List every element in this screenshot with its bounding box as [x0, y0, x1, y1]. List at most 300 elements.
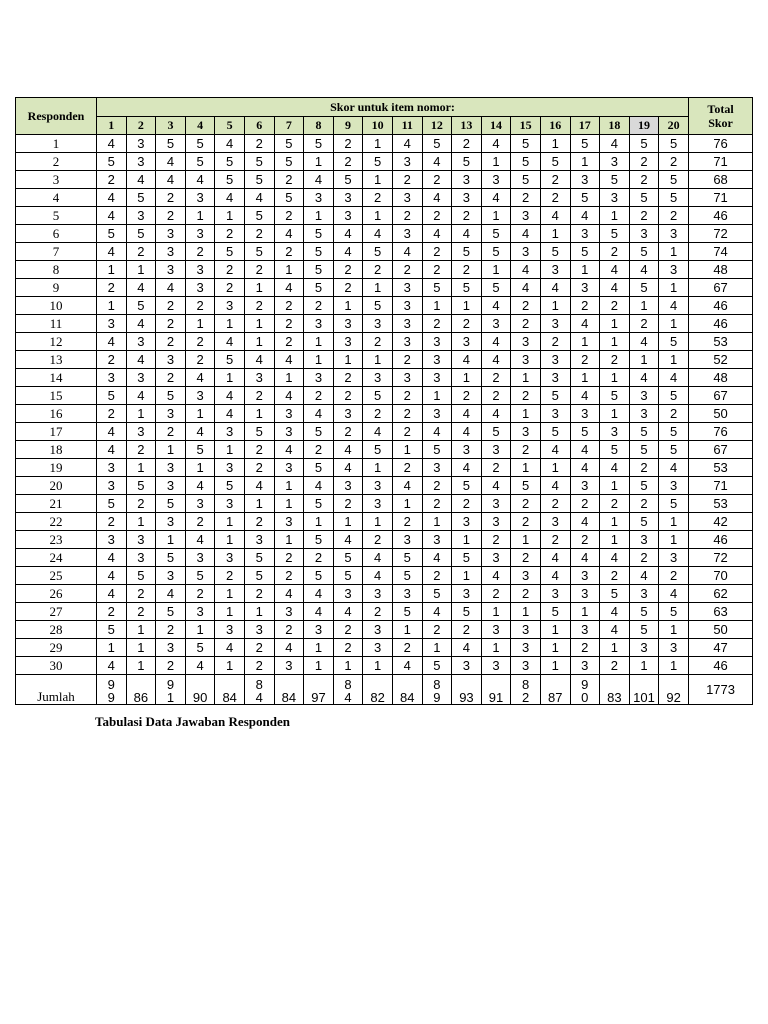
score-cell: 1 — [215, 657, 245, 675]
total-score-cell: 46 — [689, 315, 753, 333]
respondent-number: 11 — [16, 315, 97, 333]
score-cell: 5 — [659, 387, 689, 405]
score-cell: 2 — [422, 261, 452, 279]
score-cell: 2 — [570, 351, 600, 369]
respondent-number: 1 — [16, 135, 97, 153]
score-cell: 2 — [540, 531, 570, 549]
score-cell: 5 — [511, 135, 541, 153]
score-cell: 1 — [659, 243, 689, 261]
score-cell: 3 — [452, 657, 482, 675]
score-cell: 3 — [422, 333, 452, 351]
total-score-cell: 76 — [689, 135, 753, 153]
score-cell: 3 — [540, 351, 570, 369]
score-cell: 3 — [156, 225, 186, 243]
score-cell: 4 — [629, 333, 659, 351]
total-score-cell: 46 — [689, 207, 753, 225]
score-cell: 4 — [215, 405, 245, 423]
score-cell: 2 — [481, 531, 511, 549]
score-cell: 4 — [659, 585, 689, 603]
score-cell: 3 — [363, 315, 393, 333]
score-cell: 3 — [126, 531, 156, 549]
score-cell: 2 — [97, 603, 127, 621]
score-cell: 1 — [97, 297, 127, 315]
score-cell: 1 — [392, 441, 422, 459]
score-cell: 3 — [540, 513, 570, 531]
score-cell: 5 — [452, 549, 482, 567]
score-table — [15, 97, 753, 705]
score-cell: 1 — [333, 657, 363, 675]
score-cell: 2 — [126, 585, 156, 603]
score-cell: 4 — [629, 261, 659, 279]
score-cell: 5 — [185, 441, 215, 459]
score-cell: 2 — [511, 513, 541, 531]
score-cell: 4 — [629, 567, 659, 585]
total-score-cell: 50 — [689, 621, 753, 639]
score-cell: 5 — [481, 243, 511, 261]
score-cell: 2 — [304, 549, 334, 567]
score-cell: 5 — [570, 243, 600, 261]
score-cell: 3 — [511, 351, 541, 369]
score-cell: 3 — [422, 531, 452, 549]
score-cell: 2 — [244, 135, 274, 153]
score-cell: 5 — [600, 441, 630, 459]
score-cell: 4 — [185, 423, 215, 441]
score-cell: 2 — [185, 513, 215, 531]
score-cell: 1 — [215, 531, 245, 549]
item-sum-cell — [659, 675, 689, 705]
score-cell: 4 — [215, 387, 245, 405]
score-cell: 2 — [333, 387, 363, 405]
score-cell: 2 — [274, 549, 304, 567]
score-cell: 4 — [185, 531, 215, 549]
score-cell: 1 — [126, 621, 156, 639]
score-cell: 4 — [244, 477, 274, 495]
score-cell: 5 — [363, 153, 393, 171]
score-cell: 2 — [422, 495, 452, 513]
score-cell: 1 — [422, 639, 452, 657]
score-cell: 2 — [363, 603, 393, 621]
score-cell: 3 — [511, 423, 541, 441]
score-cell: 1 — [244, 495, 274, 513]
score-cell: 3 — [392, 333, 422, 351]
score-cell: 4 — [422, 225, 452, 243]
score-cell: 2 — [244, 585, 274, 603]
score-cell: 4 — [363, 423, 393, 441]
score-cell: 3 — [274, 423, 304, 441]
score-cell: 1 — [629, 657, 659, 675]
score-cell: 2 — [274, 243, 304, 261]
score-cell: 5 — [244, 549, 274, 567]
score-cell: 3 — [156, 351, 186, 369]
item-sum-part: 9 — [581, 677, 589, 692]
score-cell: 1 — [570, 261, 600, 279]
score-cell: 3 — [244, 621, 274, 639]
items-group-header: Skor untuk item nomor: — [97, 98, 689, 117]
score-cell: 4 — [392, 135, 422, 153]
score-cell: 3 — [126, 333, 156, 351]
score-cell: 2 — [392, 405, 422, 423]
score-cell: 3 — [392, 189, 422, 207]
score-cell: 3 — [363, 621, 393, 639]
score-cell: 5 — [304, 135, 334, 153]
score-cell: 5 — [392, 567, 422, 585]
score-cell: 5 — [659, 189, 689, 207]
score-cell: 3 — [392, 369, 422, 387]
score-cell: 5 — [215, 351, 245, 369]
score-cell: 5 — [97, 153, 127, 171]
score-cell: 1 — [363, 171, 393, 189]
score-cell: 3 — [511, 657, 541, 675]
score-cell: 4 — [659, 459, 689, 477]
score-cell: 2 — [540, 333, 570, 351]
score-cell: 4 — [185, 369, 215, 387]
score-cell: 1 — [304, 333, 334, 351]
score-cell: 2 — [185, 351, 215, 369]
item-sum-part: 9 — [107, 690, 115, 705]
score-cell: 3 — [511, 639, 541, 657]
score-cell: 5 — [156, 387, 186, 405]
respondent-number: 21 — [16, 495, 97, 513]
score-cell: 3 — [481, 513, 511, 531]
score-cell: 3 — [481, 315, 511, 333]
score-cell: 5 — [629, 441, 659, 459]
score-cell: 1 — [659, 513, 689, 531]
total-score-cell: 53 — [689, 495, 753, 513]
score-cell: 2 — [244, 387, 274, 405]
score-cell: 3 — [659, 549, 689, 567]
score-cell: 5 — [600, 585, 630, 603]
score-cell: 3 — [422, 405, 452, 423]
score-cell: 4 — [570, 459, 600, 477]
score-cell: 4 — [570, 207, 600, 225]
score-cell: 2 — [363, 531, 393, 549]
score-cell: 2 — [540, 495, 570, 513]
score-cell: 3 — [333, 477, 363, 495]
score-cell: 2 — [185, 297, 215, 315]
score-cell: 2 — [244, 225, 274, 243]
score-cell: 3 — [540, 261, 570, 279]
score-cell: 3 — [244, 369, 274, 387]
score-cell: 1 — [570, 333, 600, 351]
score-cell: 1 — [659, 315, 689, 333]
score-cell: 4 — [659, 369, 689, 387]
item-sum-cell — [570, 675, 600, 705]
item-number-header: 13 — [452, 117, 482, 135]
item-sum-cell — [481, 675, 511, 705]
item-sum-cell — [244, 675, 274, 705]
score-cell: 5 — [629, 423, 659, 441]
item-sum-part: 84 — [281, 690, 297, 705]
score-cell: 4 — [156, 153, 186, 171]
item-number-header: 18 — [600, 117, 630, 135]
item-sum-cell — [274, 675, 304, 705]
score-cell: 5 — [629, 477, 659, 495]
score-cell: 4 — [97, 567, 127, 585]
score-cell: 4 — [540, 207, 570, 225]
score-cell: 5 — [215, 477, 245, 495]
score-cell: 4 — [570, 315, 600, 333]
score-cell: 5 — [304, 567, 334, 585]
score-cell: 1 — [304, 513, 334, 531]
score-cell: 2 — [422, 315, 452, 333]
score-cell: 4 — [540, 549, 570, 567]
score-cell: 3 — [629, 585, 659, 603]
table-row — [16, 387, 753, 405]
score-cell: 3 — [452, 513, 482, 531]
table-row — [16, 261, 753, 279]
score-cell: 4 — [333, 441, 363, 459]
score-cell: 3 — [126, 153, 156, 171]
score-cell: 5 — [97, 495, 127, 513]
score-cell: 4 — [422, 603, 452, 621]
score-cell: 5 — [422, 585, 452, 603]
score-cell: 2 — [126, 243, 156, 261]
item-number-header: 1 — [97, 117, 127, 135]
score-cell: 4 — [185, 657, 215, 675]
score-cell: 5 — [244, 153, 274, 171]
score-cell: 3 — [392, 585, 422, 603]
score-cell: 3 — [333, 405, 363, 423]
total-score-cell: 72 — [689, 225, 753, 243]
score-cell: 1 — [215, 513, 245, 531]
score-cell: 1 — [511, 459, 541, 477]
score-cell: 5 — [274, 189, 304, 207]
score-cell: 3 — [570, 567, 600, 585]
item-sum-part: 97 — [311, 690, 326, 705]
total-score-cell: 63 — [689, 603, 753, 621]
score-cell: 3 — [363, 639, 393, 657]
score-cell: 4 — [97, 243, 127, 261]
score-cell: 4 — [511, 261, 541, 279]
score-cell: 5 — [422, 135, 452, 153]
score-cell: 1 — [215, 585, 245, 603]
score-cell: 3 — [126, 135, 156, 153]
score-cell: 5 — [304, 261, 334, 279]
item-sum-part: 8 — [521, 677, 530, 692]
score-cell: 3 — [363, 585, 393, 603]
score-cell: 1 — [511, 405, 541, 423]
score-cell: 3 — [363, 369, 393, 387]
score-cell: 4 — [600, 549, 630, 567]
score-cell: 4 — [244, 189, 274, 207]
score-cell: 3 — [629, 387, 659, 405]
table-row — [16, 171, 753, 189]
score-cell: 5 — [126, 189, 156, 207]
score-cell: 3 — [97, 459, 127, 477]
score-cell: 5 — [629, 135, 659, 153]
score-cell: 1 — [629, 351, 659, 369]
score-cell: 4 — [97, 441, 127, 459]
score-cell: 3 — [126, 423, 156, 441]
score-cell: 5 — [659, 441, 689, 459]
item-sum-part: 84 — [400, 690, 415, 705]
score-table-container — [15, 97, 752, 705]
score-cell: 3 — [481, 657, 511, 675]
score-cell: 4 — [540, 279, 570, 297]
score-cell: 2 — [540, 171, 570, 189]
score-cell: 4 — [540, 477, 570, 495]
table-row — [16, 207, 753, 225]
score-cell: 3 — [511, 333, 541, 351]
score-cell: 2 — [274, 333, 304, 351]
score-cell: 4 — [481, 405, 511, 423]
table-row — [16, 315, 753, 333]
score-cell: 3 — [540, 585, 570, 603]
table-row — [16, 423, 753, 441]
score-cell: 5 — [659, 135, 689, 153]
score-cell: 4 — [570, 513, 600, 531]
score-cell: 2 — [333, 369, 363, 387]
score-cell: 3 — [156, 513, 186, 531]
score-cell: 1 — [304, 657, 334, 675]
score-cell: 2 — [97, 351, 127, 369]
score-cell: 5 — [97, 387, 127, 405]
score-cell: 1 — [600, 207, 630, 225]
score-cell: 1 — [511, 531, 541, 549]
score-cell: 5 — [185, 567, 215, 585]
score-cell: 4 — [570, 549, 600, 567]
total-score-cell: 70 — [689, 567, 753, 585]
respondent-number: 26 — [16, 585, 97, 603]
score-cell: 4 — [126, 171, 156, 189]
score-cell: 2 — [570, 639, 600, 657]
score-cell: 5 — [244, 243, 274, 261]
score-cell: 2 — [481, 369, 511, 387]
item-number-header: 8 — [304, 117, 334, 135]
score-cell: 1 — [126, 639, 156, 657]
score-cell: 3 — [629, 405, 659, 423]
total-score-cell: 67 — [689, 387, 753, 405]
score-cell: 2 — [97, 513, 127, 531]
score-cell: 4 — [274, 351, 304, 369]
score-cell: 4 — [600, 603, 630, 621]
score-cell: 1 — [481, 603, 511, 621]
score-cell: 5 — [481, 279, 511, 297]
score-cell: 4 — [600, 459, 630, 477]
score-cell: 3 — [333, 207, 363, 225]
score-cell: 1 — [600, 513, 630, 531]
score-cell: 4 — [392, 657, 422, 675]
score-cell: 4 — [274, 585, 304, 603]
total-score-cell: 71 — [689, 189, 753, 207]
score-cell: 2 — [600, 567, 630, 585]
score-cell: 3 — [333, 585, 363, 603]
score-cell: 3 — [215, 459, 245, 477]
score-cell: 5 — [629, 603, 659, 621]
score-cell: 1 — [185, 405, 215, 423]
score-cell: 5 — [422, 657, 452, 675]
score-cell: 5 — [659, 495, 689, 513]
score-cell: 1 — [600, 333, 630, 351]
total-score-cell: 67 — [689, 279, 753, 297]
table-row — [16, 657, 753, 675]
total-score-cell: 42 — [689, 513, 753, 531]
respondent-number: 23 — [16, 531, 97, 549]
score-cell: 4 — [422, 153, 452, 171]
score-cell: 2 — [392, 171, 422, 189]
respondent-number: 2 — [16, 153, 97, 171]
score-cell: 2 — [659, 405, 689, 423]
score-cell: 2 — [511, 441, 541, 459]
item-number-header: 9 — [333, 117, 363, 135]
score-cell: 4 — [333, 243, 363, 261]
score-cell: 3 — [452, 171, 482, 189]
score-cell: 3 — [97, 531, 127, 549]
total-score-cell: 53 — [689, 333, 753, 351]
score-cell: 1 — [540, 135, 570, 153]
item-number-header: 7 — [274, 117, 304, 135]
score-cell: 4 — [304, 405, 334, 423]
score-cell: 2 — [422, 621, 452, 639]
score-cell: 3 — [274, 513, 304, 531]
score-cell: 2 — [215, 279, 245, 297]
score-cell: 5 — [452, 243, 482, 261]
score-cell: 3 — [629, 225, 659, 243]
score-cell: 2 — [629, 171, 659, 189]
score-cell: 4 — [333, 531, 363, 549]
score-cell: 1 — [304, 153, 334, 171]
score-cell: 3 — [511, 621, 541, 639]
score-cell: 2 — [629, 459, 659, 477]
item-sum-part: 101 — [633, 690, 655, 705]
score-cell: 2 — [244, 513, 274, 531]
score-cell: 3 — [156, 243, 186, 261]
score-cell: 5 — [304, 243, 334, 261]
score-cell: 3 — [274, 459, 304, 477]
score-cell: 2 — [570, 297, 600, 315]
score-cell: 4 — [570, 441, 600, 459]
total-score-cell: 53 — [689, 459, 753, 477]
total-score-cell: 46 — [689, 657, 753, 675]
score-cell: 3 — [540, 315, 570, 333]
score-cell: 1 — [540, 297, 570, 315]
table-row — [16, 441, 753, 459]
score-cell: 1 — [540, 225, 570, 243]
item-number-header-row — [16, 117, 753, 135]
score-cell: 3 — [540, 405, 570, 423]
score-cell: 1 — [333, 351, 363, 369]
score-cell: 4 — [363, 549, 393, 567]
score-cell: 3 — [126, 549, 156, 567]
score-cell: 3 — [452, 441, 482, 459]
item-sum-part: 9 — [107, 677, 115, 692]
score-cell: 4 — [392, 477, 422, 495]
score-cell: 2 — [274, 315, 304, 333]
score-cell: 2 — [629, 153, 659, 171]
item-sum-cell — [304, 675, 334, 705]
score-cell: 2 — [452, 495, 482, 513]
score-cell: 5 — [629, 189, 659, 207]
score-cell: 1 — [156, 531, 186, 549]
score-cell: 4 — [659, 297, 689, 315]
respondent-number: 18 — [16, 441, 97, 459]
score-cell: 5 — [392, 603, 422, 621]
score-cell: 3 — [244, 531, 274, 549]
score-cell: 4 — [481, 351, 511, 369]
score-cell: 3 — [333, 333, 363, 351]
score-cell: 3 — [511, 567, 541, 585]
score-cell: 5 — [481, 225, 511, 243]
score-cell: 3 — [659, 477, 689, 495]
score-cell: 5 — [540, 153, 570, 171]
score-cell: 3 — [156, 261, 186, 279]
score-cell: 4 — [97, 585, 127, 603]
score-cell: 2 — [511, 315, 541, 333]
score-cell: 3 — [570, 171, 600, 189]
score-cell: 3 — [215, 495, 245, 513]
score-cell: 2 — [97, 171, 127, 189]
score-cell: 2 — [363, 405, 393, 423]
